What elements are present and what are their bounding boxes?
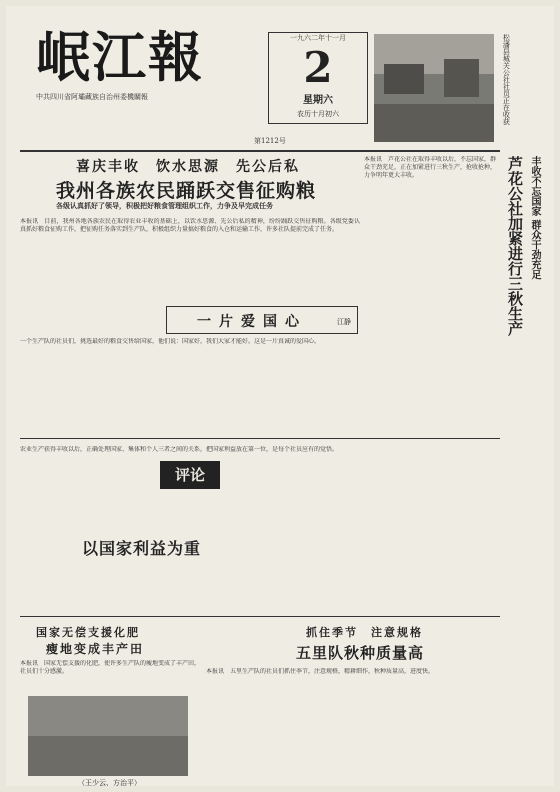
right-headline: 芦花公社加紧进行三秋生产 bbox=[506, 156, 524, 336]
mid-rule bbox=[20, 438, 500, 439]
lower-right-body: 本报讯 五里生产队的社员们抓住季节，注意规格，精耕细作，秋种质量高，进度快。 bbox=[206, 668, 435, 675]
lower-left-subhead: 瘦地变成丰产田 bbox=[46, 642, 145, 656]
issue-number: 第1212号 bbox=[254, 137, 286, 145]
essay-body: 一个生产队的社员们，挑选最好的粮食交售给国家，他们说：国家好，我们大家才能好。这是一片真诚的爱国心。 bbox=[20, 338, 321, 345]
lower-right-kicker: 抓住季节 注意规格 bbox=[306, 626, 423, 639]
essay-title-box bbox=[166, 306, 358, 334]
top-photo bbox=[374, 34, 494, 142]
lower-left-headline: 国家无偿支援化肥 bbox=[36, 626, 140, 639]
date-block bbox=[268, 32, 368, 124]
right-headline-kicker: 丰收不忘国家 群众干劲充足 bbox=[529, 156, 540, 280]
lower-left-credit: （王少云、方治平） bbox=[78, 779, 141, 787]
editorial-body: 农业生产获得丰收以后，正确处理国家、集体和个人三者之间的关系，把国家利益放在第一位，是每个社员应有的觉悟。 bbox=[20, 446, 339, 453]
lead-body: 本报讯 目前，我州各地各族农民在取得农业丰收的基础上，以饮水思源、先公后私的精神，纷纷踊跃交售征购粮。各级党委认真抓好粮食征购工作，把征购任务落实到生产队，积极组织力量搞好粮食的入仓和运输工作，许多社队提前完成了任务。 bbox=[20, 218, 360, 233]
masthead-rule bbox=[20, 150, 500, 152]
lead-headline: 我州各族农民踊跃交售征购粮 bbox=[56, 180, 317, 202]
lead-subhead: 各级认真抓好了领导，积极把好粮食管理组织工作，力争及早完成任务 bbox=[56, 202, 273, 210]
right-column-body: 本报讯 芦花公社在取得丰收以后，不忘国家，群众干劲充足，正在加紧进行三秋生产，抢收抢种，力争明年更大丰收。 bbox=[364, 156, 496, 179]
date-year-month: 一九六二年十一月 bbox=[290, 34, 346, 42]
masthead bbox=[36, 25, 244, 116]
masthead-title: 岷江報 bbox=[36, 25, 204, 89]
editorial-headline: 以国家利益为重 bbox=[82, 539, 202, 558]
right-headline-block bbox=[506, 156, 540, 346]
essay-author: 江静 bbox=[337, 318, 351, 326]
date-day: 2 bbox=[303, 43, 333, 92]
lower-right-headline: 五里队秋种质量高 bbox=[296, 644, 425, 662]
lower-rule bbox=[20, 616, 500, 617]
publisher-line: 中共四川省阿壩藏族自治州委機關報 bbox=[36, 93, 148, 101]
lead-kicker: 喜庆丰收 饮水思源 先公后私 bbox=[76, 159, 300, 175]
comment-label: 评论 bbox=[160, 461, 220, 489]
lower-left-body: 本报讯 国家无偿支援的化肥，使许多生产队的瘦地变成了丰产田，社员们十分感激。 bbox=[20, 660, 200, 675]
newspaper-page bbox=[6, 6, 554, 786]
date-lunar: 农历十月初六 bbox=[297, 110, 339, 118]
essay-title: 一片爱国心 bbox=[197, 314, 307, 330]
top-photo-caption: 松潘县城关公社社员正在收获 bbox=[502, 34, 511, 125]
date-weekday: 星期六 bbox=[303, 95, 333, 106]
lower-left-photo bbox=[28, 696, 188, 776]
top-photo-image bbox=[374, 34, 494, 142]
lower-left-photo-image bbox=[28, 696, 188, 776]
